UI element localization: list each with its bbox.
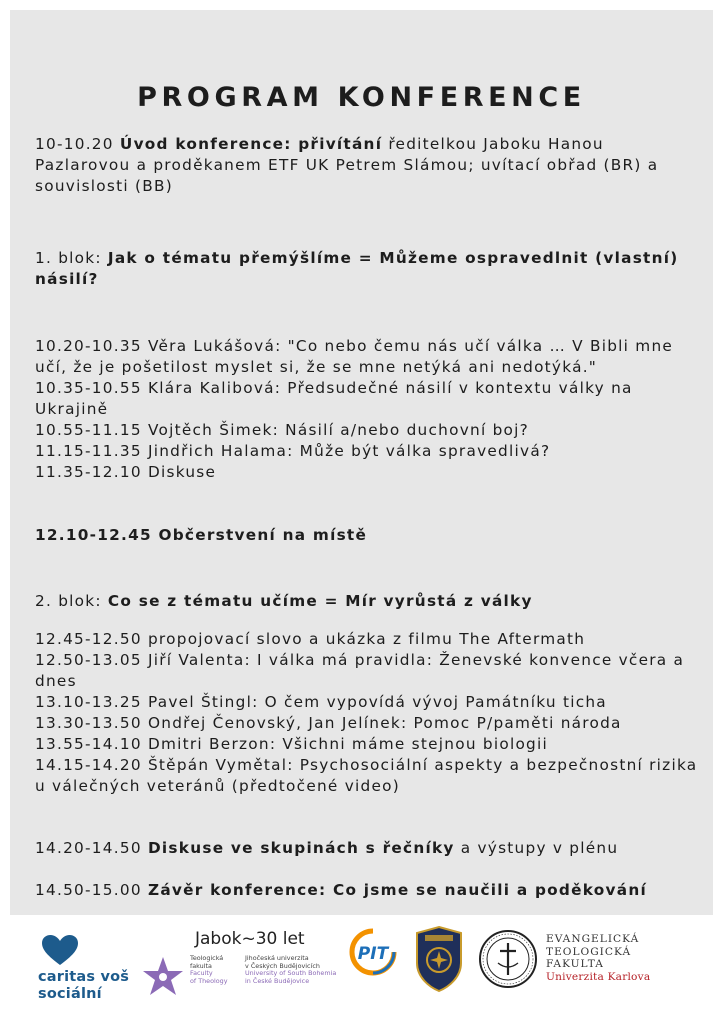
break-text: 12.10-12.45 Občerstvení na místě [35, 526, 368, 544]
closing-line [35, 880, 700, 901]
block1-prefix: 1. blok: [35, 249, 102, 267]
page-title: PROGRAM KONFERENCE [137, 82, 586, 113]
faculty-text [190, 955, 228, 985]
block2-prefix: 2. blok: [35, 592, 102, 610]
rescue-badge-logo [415, 925, 463, 997]
discussion-time: 14.20-14.50 [35, 839, 142, 857]
block2-title: Co se z tématu učíme = Mír vyrůstá z války [107, 592, 533, 610]
etf-line-2: TEOLOGICKÁ [546, 945, 632, 958]
block2-item: 12.45-12.50 propojovací slovo a ukázka z filmu The Aftermath [35, 630, 586, 648]
faculty-star-logo [141, 955, 185, 1003]
program-content [35, 134, 700, 901]
block1-heading [35, 248, 700, 290]
caritas-name: caritas voš [38, 969, 130, 985]
caritas-logo [38, 933, 129, 1003]
seal-icon [478, 929, 538, 989]
faculty-en-1: Faculty [190, 969, 213, 978]
closing-heading: Závěr konference: Co jsme se naučili a poděkování [147, 881, 647, 899]
intro-time: 10-10.20 [35, 135, 114, 153]
break-line [35, 525, 700, 546]
etf-line-1: EVANGELICKÁ [546, 933, 640, 945]
block1-title: Jak o tématu přemýšlíme = Můžeme ospravedlnit (vlastní) násilí? [35, 249, 679, 288]
block2-item: 13.30-13.50 Ondřej Čenovský, Jan Jelínek: Pomoc P/paměti národa [35, 714, 622, 732]
block2-item: 13.10-13.25 Pavel Štingl: O čem vypovídá vývoj Památníku ticha [35, 693, 607, 711]
block1-item: 11.35-12.10 Diskuse [35, 463, 217, 481]
program-panel [10, 10, 713, 915]
university-text [245, 955, 336, 985]
university-cz-2: v Českých Budějovicích [245, 961, 320, 970]
faculty-en-2: of Theology [190, 976, 228, 985]
intro-heading: Úvod konference: přivítání [119, 135, 383, 153]
discussion-text: a výstupy v plénu [460, 839, 619, 857]
university-cz-1: Jihočeská univerzita [245, 954, 309, 962]
etf-seal-logo [478, 929, 538, 993]
heart-icon [40, 933, 80, 967]
partner-logos [0, 915, 723, 1024]
block2-item: 14.15-14.20 Štěpán Vymětal: Psychosociální aspekty a bezpečnostní rizika u válečných veteránů (předtočené video) [35, 756, 698, 795]
faculty-cz-2: fakulta [190, 961, 212, 970]
pit-label: PIT [357, 944, 389, 964]
pit-logo [349, 928, 397, 980]
shield-icon [415, 925, 463, 993]
block2-heading [35, 591, 700, 612]
caritas-sub: sociální [38, 986, 102, 1002]
block1-item: 10.55-11.15 Vojtěch Šimek: Násilí a/nebo duchovní boj? [35, 421, 530, 439]
faculty-cz-1: Teologická [190, 954, 224, 962]
etf-text [546, 933, 650, 983]
block2-item: 12.50-13.05 Jiří Valenta: I válka má pravidla: Ženevské konvence včera a dnes [35, 651, 685, 690]
etf-line-3: FAKULTA [546, 958, 604, 970]
closing-time: 14.50-15.00 [35, 881, 142, 899]
star-icon [141, 955, 185, 999]
intro-text: ředitelkou Jaboku Hanou Pazlarovou a proděkanem ETF UK Petrem Slámou; uvítací obřad (BR) a souvislosti (BB) [35, 135, 659, 195]
university-en-1: University of South Bohemia [245, 969, 337, 978]
university-en-2: in České Budějovice [245, 976, 310, 985]
block1-item: 10.20-10.35 Věra Lukášová: "Co nebo čemu nás učí válka … V Bibli mne učí, že je pošetilost myslet si, že se mne netýká ani nedotýká." [35, 337, 674, 376]
jabok-logo: Jabok~30 let [195, 929, 305, 949]
pit-emblem-icon [349, 928, 397, 976]
etf-university: Univerzita Karlova [546, 970, 651, 983]
block2-item: 13.55-14.10 Dmitri Berzon: Všichni máme stejnou biologii [35, 735, 549, 753]
discussion-heading: Diskuse ve skupinách s řečníky [147, 839, 455, 857]
block1-item: 10.35-10.55 Klára Kalibová: Předsudečné násilí v kontextu války na Ukrajině [35, 379, 633, 418]
discussion-line [35, 838, 700, 859]
intro-paragraph [35, 134, 700, 197]
block1-item: 11.15-11.35 Jindřich Halama: Může být válka spravedlivá? [35, 442, 551, 460]
